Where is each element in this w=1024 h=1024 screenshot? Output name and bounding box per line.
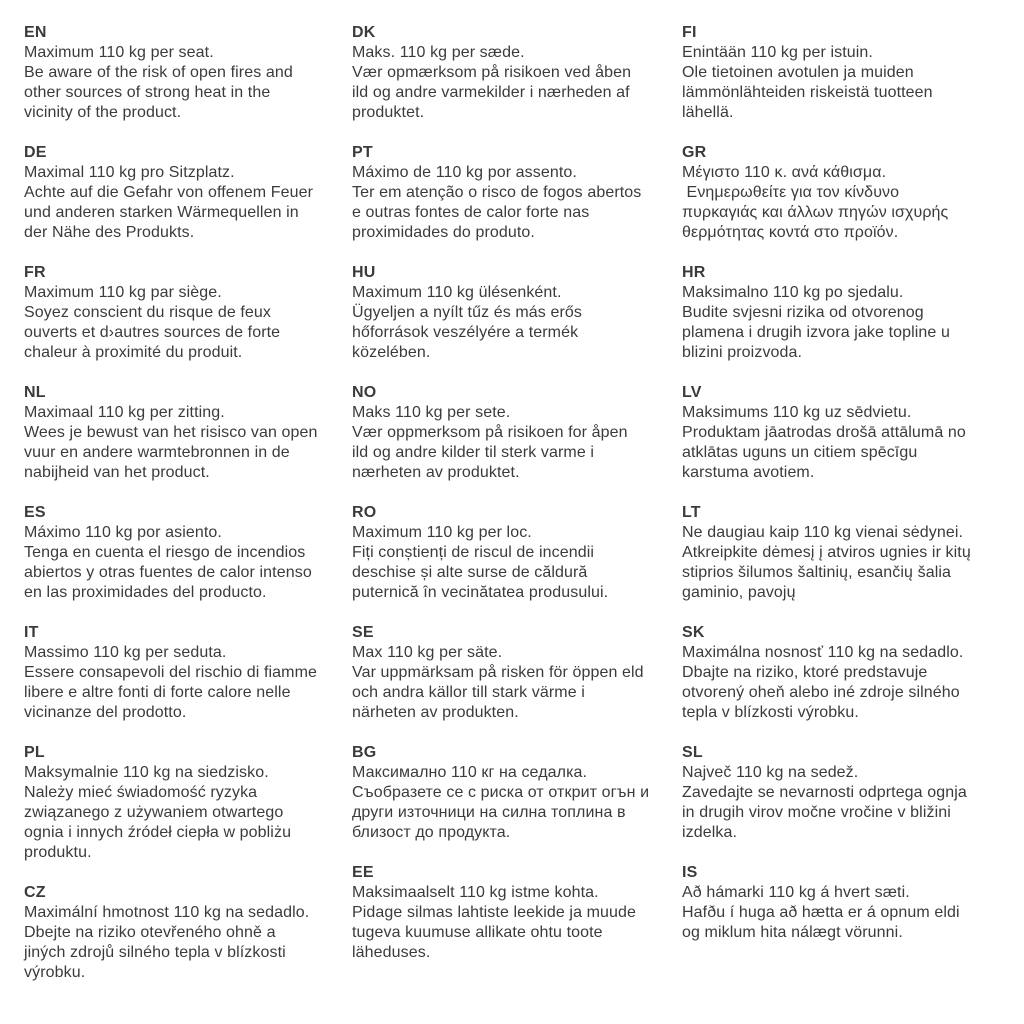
- warning-text-line: Vær opmærksom på risikoen ved åben: [352, 64, 632, 81]
- warning-text-line: Budite svjesni rizika od otvorenog: [682, 304, 924, 321]
- warning-text-line: Maksimums 110 kg uz sēdvietu.: [682, 404, 912, 421]
- warning-text-line: og miklum hita nálægt vörunni.: [682, 924, 903, 941]
- warning-text-line: ouverts et d›autres sources de forte: [24, 324, 281, 341]
- language-block-pl: [24, 743, 352, 863]
- warning-text-line: other sources of strong heat in the: [24, 84, 271, 101]
- language-block-se: [352, 623, 682, 723]
- warning-text-line: stiprios šilumos šaltinių, esančių šalia: [682, 564, 951, 581]
- warning-text-line: Pidage silmas lahtiste leekide ja muude: [352, 904, 637, 921]
- warning-text-line: vicinanze del prodotto.: [24, 704, 187, 721]
- warning-text-line: nærheten av produktet.: [352, 464, 520, 481]
- warning-text-line: otvorený oheň alebo iné zdroje silného: [682, 684, 960, 701]
- language-code: EN: [24, 24, 47, 41]
- warning-text-line: Należy mieć świadomość ryzyka: [24, 784, 258, 801]
- warning-text-line: atklātas uguns un citiem spēcīgu: [682, 444, 918, 461]
- warning-text-line: Max 110 kg per säte.: [352, 644, 503, 661]
- language-block-gr: [682, 143, 1016, 243]
- language-code: EE: [352, 864, 374, 881]
- warning-text-line: hőforrások veszélyére a termék: [352, 324, 579, 341]
- language-code: DE: [24, 144, 47, 161]
- warning-text-line: Að hámarki 110 kg á hvert sæti.: [682, 884, 910, 901]
- language-block-nl: [24, 383, 352, 483]
- warning-text-line: Maximální hmotnost 110 kg na sedadlo.: [24, 904, 310, 921]
- warning-text-line: libere e altre fonti di forte calore nelle: [24, 684, 291, 701]
- language-code: LV: [682, 384, 702, 401]
- warning-text-line: Máximo 110 kg por asiento.: [24, 524, 222, 541]
- warning-text-line: θερμότητας κοντά στο προϊόν.: [682, 224, 899, 241]
- warning-text-line: Maksimaalselt 110 kg istme kohta.: [352, 884, 599, 901]
- warning-text-line: och andra källor till stark värme i: [352, 684, 585, 701]
- warning-text-line: Μέγιστο 110 κ. ανά κάθισμα.: [682, 164, 887, 181]
- warning-text-line: Produktam jāatrodas drošā attālumā no: [682, 424, 966, 441]
- warning-text-line: Maks. 110 kg per sæde.: [352, 44, 525, 61]
- warning-text-line: Achte auf die Gefahr von offenem Feuer: [24, 184, 314, 201]
- language-code: HU: [352, 264, 376, 281]
- warning-text-line: lämmönlähteiden riskeistä tuotteen: [682, 84, 933, 101]
- warning-text-line: tugeva kuumuse allikate ohtu toote: [352, 924, 603, 941]
- warning-text-line: Zavedajte se nevarnosti odprtega ognja: [682, 784, 967, 801]
- warning-text-line: Wees je bewust van het risisco van open: [24, 424, 318, 441]
- warning-text-line: Enintään 110 kg per istuin.: [682, 44, 873, 61]
- warning-text-line: Съобразете се с риска от открит огън и: [352, 784, 650, 801]
- warning-text-line: Dbejte na riziko otevřeného ohně a: [24, 924, 276, 941]
- language-block-bg: [352, 743, 682, 843]
- language-block-fi: [682, 23, 1016, 123]
- warning-text-line: πυρκαγιάς και άλλων πηγών ισχυρής: [682, 204, 949, 221]
- warning-text-line: izdelka.: [682, 824, 738, 841]
- warning-text-line: tepla v blízkosti výrobku.: [682, 704, 859, 721]
- warning-text-line: in drugih virov močne vročine v bližini: [682, 804, 951, 821]
- warning-text-line: други източници на силна топлина в: [352, 804, 626, 821]
- warning-text-line: Maximum 110 kg per seat.: [24, 44, 214, 61]
- warning-text-line: jiných zdrojů silného tepla v blízkosti: [24, 944, 286, 961]
- language-block-sl: [682, 743, 1016, 843]
- warning-text-line: Maximal 110 kg pro Sitzplatz.: [24, 164, 235, 181]
- warning-text-line: proximidades do produto.: [352, 224, 535, 241]
- language-block-fr: [24, 263, 352, 363]
- language-code: IS: [682, 864, 698, 881]
- language-code: SE: [352, 624, 374, 641]
- warning-text-line: Maximum 110 kg par siège.: [24, 284, 222, 301]
- warning-text-line: közelében.: [352, 344, 431, 361]
- language-block-sk: [682, 623, 1016, 723]
- language-block-hr: [682, 263, 1016, 363]
- warning-text-line: der Nähe des Produkts.: [24, 224, 195, 241]
- warning-text-line: puternică în vecinătatea produsului.: [352, 584, 609, 601]
- warning-text-line: en las proximidades del producto.: [24, 584, 267, 601]
- warning-text-line: Ole tietoinen avotulen ja muiden: [682, 64, 914, 81]
- warning-text-line: ognia i innych źródeł ciepła w pobliżu: [24, 824, 292, 841]
- language-block-es: [24, 503, 352, 603]
- language-block-is: [682, 863, 1016, 943]
- language-block-hu: [352, 263, 682, 363]
- warning-text-line: abiertos y otras fuentes de calor intenso: [24, 564, 312, 581]
- language-code: RO: [352, 504, 377, 521]
- warning-text-line: близост до продукта.: [352, 824, 511, 841]
- warning-text-line: närheten av produkten.: [352, 704, 519, 721]
- warning-text-line: Tenga en cuenta el riesgo de incendios: [24, 544, 306, 561]
- warning-text-line: läheduses.: [352, 944, 431, 961]
- warning-text-line: vicinity of the product.: [24, 104, 182, 121]
- language-code: NL: [24, 384, 46, 401]
- warning-text-line: und anderen starken Wärmequellen in: [24, 204, 299, 221]
- warning-text-line: Maks 110 kg per sete.: [352, 404, 511, 421]
- warning-text-line: ild og andre kilder til sterk varme i: [352, 444, 595, 461]
- warning-text-line: gaminio, pavojų: [682, 584, 796, 601]
- warning-text-line: Maximum 110 kg ülésenként.: [352, 284, 562, 301]
- language-code: PT: [352, 144, 373, 161]
- warning-text-line: nabijheid van het product.: [24, 464, 210, 481]
- language-code: HR: [682, 264, 706, 281]
- language-block-it: [24, 623, 352, 723]
- language-code: SK: [682, 624, 705, 641]
- warning-text-line: lähellä.: [682, 104, 734, 121]
- warning-text-line: plamena i drugih izvora jake topline u: [682, 324, 950, 341]
- language-code: CZ: [24, 884, 46, 901]
- warning-text-line: e outras fontes de calor forte nas: [352, 204, 590, 221]
- language-code: GR: [682, 144, 707, 161]
- warning-text-line: związanego z używaniem otwartego: [24, 804, 284, 821]
- language-block-lv: [682, 383, 1016, 483]
- warning-text-line: Essere consapevoli del rischio di fiamme: [24, 664, 318, 681]
- warning-text-line: Maksimalno 110 kg po sjedalu.: [682, 284, 904, 301]
- language-code: LT: [682, 504, 701, 521]
- warning-text-line: Maximaal 110 kg per zitting.: [24, 404, 225, 421]
- warning-text-line: Ter em atenção o risco de fogos abertos: [352, 184, 642, 201]
- language-block-dk: [352, 23, 682, 123]
- warning-text-line: Dbajte na riziko, ktoré predstavuje: [682, 664, 928, 681]
- language-code: IT: [24, 624, 39, 641]
- warning-text-line: Ενημερωθείτε για τον κίνδυνο: [682, 184, 900, 201]
- language-block-pt: [352, 143, 682, 243]
- warning-text-line: Maximálna nosnosť 110 kg na sedadlo.: [682, 644, 964, 661]
- warning-text-line: Atkreipkite dėmesį į atviros ugnies ir kitų: [682, 544, 971, 561]
- warning-text-line: ild og andre varmekilder i nærheden af: [352, 84, 630, 101]
- warning-text-line: chaleur à proximité du produit.: [24, 344, 243, 361]
- warning-text-line: Soyez conscient du risque de feux: [24, 304, 272, 321]
- warning-text-line: Fiți conștienți de riscul de incendii: [352, 544, 595, 561]
- warning-text-line: Massimo 110 kg per seduta.: [24, 644, 227, 661]
- warning-text-line: Vær oppmerksom på risikoen for åpen: [352, 424, 628, 441]
- warning-column-middle: [352, 23, 682, 1003]
- warning-text-line: vuur en andere warmtebronnen in de: [24, 444, 290, 461]
- language-code: FR: [24, 264, 46, 281]
- warning-text-line: výrobku.: [24, 964, 86, 981]
- warning-text-line: Ne daugiau kaip 110 kg vienai sėdynei.: [682, 524, 964, 541]
- language-code: ES: [24, 504, 46, 521]
- language-block-no: [352, 383, 682, 483]
- warning-text-line: Максимално 110 кг на седалка.: [352, 764, 588, 781]
- warning-text-line: Hafðu í huga að hætta er á opnum eldi: [682, 904, 960, 921]
- warning-text-line: Maksymalnie 110 kg na siedzisko.: [24, 764, 269, 781]
- warning-column-left: [24, 23, 352, 1003]
- language-code: FI: [682, 24, 697, 41]
- language-block-de: [24, 143, 352, 243]
- language-code: SL: [682, 744, 703, 761]
- warning-text-line: produktu.: [24, 844, 92, 861]
- language-block-ee: [352, 863, 682, 963]
- warning-text-line: produktet.: [352, 104, 425, 121]
- warning-text-line: karstuma avotiem.: [682, 464, 815, 481]
- language-block-cz: [24, 883, 352, 983]
- language-block-lt: [682, 503, 1016, 603]
- warning-text-line: Máximo de 110 kg por assento.: [352, 164, 577, 181]
- warning-text-line: Var uppmärksam på risken för öppen eld: [352, 664, 644, 681]
- warning-text-line: Be aware of the risk of open fires and: [24, 64, 293, 81]
- language-code: DK: [352, 24, 376, 41]
- warning-text-line: Maximum 110 kg per loc.: [352, 524, 532, 541]
- language-block-en: [24, 23, 352, 123]
- language-block-ro: [352, 503, 682, 603]
- warning-text-line: Ügyeljen a nyílt tűz és más erős: [352, 304, 582, 321]
- language-code: NO: [352, 384, 377, 401]
- warning-column-right: [682, 23, 1016, 1003]
- language-code: BG: [352, 744, 377, 761]
- warning-text-line: Največ 110 kg na sedež.: [682, 764, 859, 781]
- warning-text-line: deschise și alte surse de căldură: [352, 564, 588, 581]
- language-code: PL: [24, 744, 45, 761]
- warning-text-line: blizini proizvoda.: [682, 344, 803, 361]
